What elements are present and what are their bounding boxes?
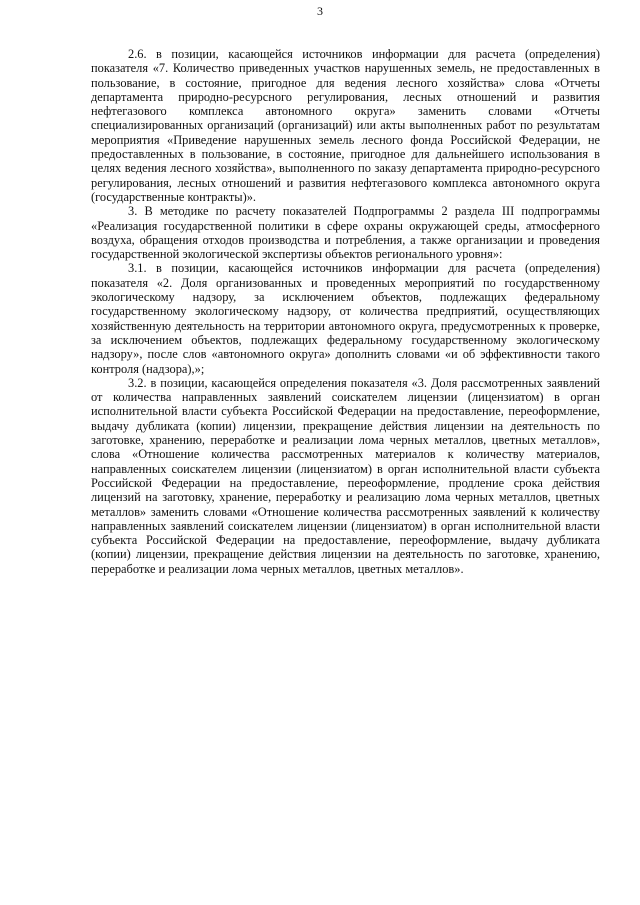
document-body xyxy=(91,47,600,576)
paragraph-2-6: 2.6. в позиции, касающейся источников информации для расчета (определения) показателя «7. Количество приведенных участков нарушенных земель, не предоставленных в пользование, в состояние, пригодное для ведения лесного хозяйства» слова «Отчеты департамента природно-ресурсного регулирования, лесных отношений и развития нефтегазового комплекса автономного округа» заменить словами «Отчеты специализированных организаций (организаций) или акты выполненных работ по результатам мероприятия «Приведение нарушенных земель лесного фонда Российской Федерации, не предоставленных в пользование, в состояние, пригодное для дальнейшего использования в целях ведения лесного хозяйства», выполненного по заказу департамента природно-ресурсного регулирования, лесных отношений и развития нефтегазового комплекса автономного округа (государственные контракты)». xyxy=(91,47,600,204)
page-number: 3 xyxy=(317,4,323,18)
paragraph-3-1: 3.1. в позиции, касающейся источников информации для расчета (определения) показателя «2. Доля организованных и проведенных мероприятий по государственному экологическому надзору, за исключением объектов, подлежащих федеральному государственному экологическому надзору, от количества предприятий, осуществляющих хозяйственную деятельность на территории автономного округа, предусмотренных к проверке, за исключением объектов, подлежащих федеральному государственному экологическому надзору», после слов «автономного округа» дополнить словами «и об эффективности такого контроля (надзора),»; xyxy=(91,261,600,376)
paragraph-3-2: 3.2. в позиции, касающейся определения показателя «3. Доля рассмотренных заявлений от количества направленных заявлений соискателем лицензии (лицензиатом) в орган исполнительной власти субъекта Российской Федерации на предоставление, переоформление, выдачу дубликата (копии) лицензии, прекращение действия лицензии на деятельность по заготовке, хранению, переработке и реализации лома черных металлов, цветных металлов», слова «Отношение количества рассмотренных материалов к количеству материалов, направленных соискателем лицензии (лицензиатом) в орган исполнительной власти субъекта Российской Федерации на предоставление, переоформление, продление срока действия лицензий на заготовку, хранение, переработку и реализацию лома черных металлов, цветных металлов» заменить словами «Отношение количества рассмотренных заявлений к количеству направленных заявлений соискателем лицензии (лицензиатом) в орган исполнительной власти субъекта Российской Федерации на предоставление, переоформление, выдачу дубликата (копии) лицензии, прекращение действия лицензии на деятельность по заготовке, хранению, переработке и реализации лома черных металлов, цветных металлов». xyxy=(91,375,600,576)
paragraph-3: 3. В методике по расчету показателей Подпрограммы 2 раздела III подпрограммы «Реализация государственной политики в сфере охраны окружающей среды, атмосферного воздуха, обращения отходов производства и потребления, а также организации и проведения государственной экологической экспертизы объектов регионального уровня»: xyxy=(91,204,600,262)
